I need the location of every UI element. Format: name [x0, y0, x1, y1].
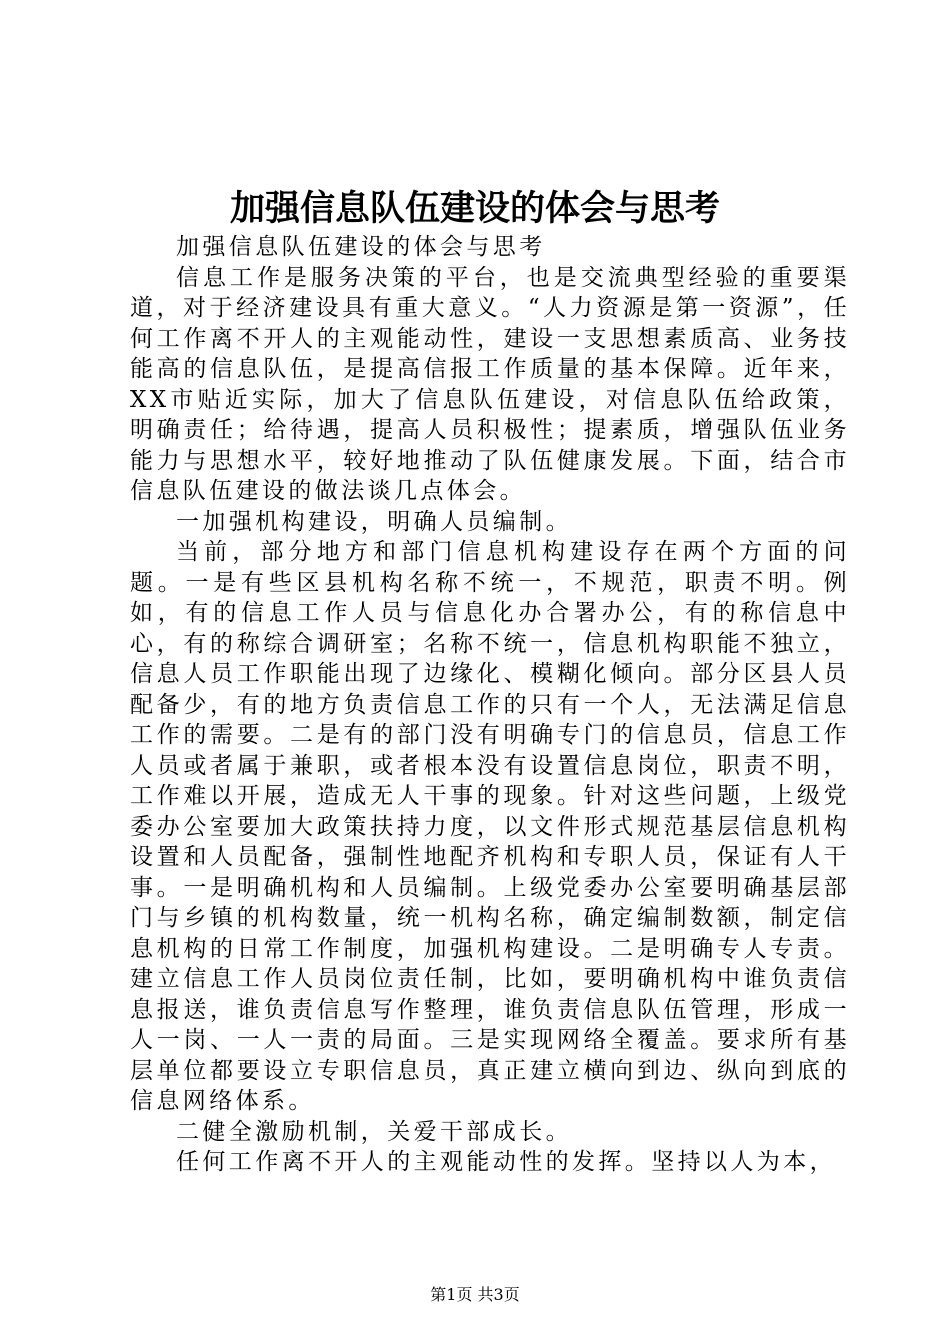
section-1-paragraph: 当前，部分地方和部门信息机构建设存在两个方面的问题。一是有些区县机构名称不统一，不规范，职责不明。例如，有的信息工作人员与信息化办合署办公，有的称信息中心，有的称综合调研室；名称不统一，信息机构职能不独立，信息人员工作职能出现了边缘化、模糊化倾向。部分区县人员配备少，有的地方负责信息工作的只有一个人，无法满足信息工作的需要。二是有的部门没有明确专门的信息员，信息工作人员或者属于兼职，或者根本没有设置信息岗位，职责不明，工作难以开展，造成无人干事的现象。针对这些问题，上级党委办公室要加大政策扶持力度，以文件形式规范基层信息机构设置和人员配备，强制性地配齐机构和专职人员，保证有人干事。一是明确机构和人员编制。上级党委办公室要明确基层部门与乡镇的机构数量，统一机构名称，确定编制数额，制定信息机构的日常工作制度，加强机构建设。二是明确专人专责。建立信息工作人员岗位责任制，比如，要明确机构中谁负责信息报送，谁负责信息写作整理，谁负责信息队伍管理，形成一人一岗、一人一责的局面。三是实现网络全覆盖。要求所有基层单位都要设立专职信息员，真正建立横向到边、纵向到底的信息网络体系。 [130, 539, 850, 1114]
section-heading-2: 二健全激励机制，关爱干部成长。 [176, 1118, 572, 1145]
section-heading-1: 一加强机构建设，明确人员编制。 [176, 508, 572, 535]
subtitle-paragraph: 加强信息队伍建设的体会与思考 [176, 234, 546, 260]
document-title: 加强信息队伍建设的体会与思考 [229, 188, 720, 229]
intro-paragraph: 信息工作是服务决策的平台，也是交流典型经验的重要渠道，对于经济建设具有重大意义。“人力资源是第一资源”，任何工作离不开人的主观能动性，建设一支思想素质高、业务技能高的信息队伍，是提高信报工作质量的基本保障。近年来，XX市贴近实际，加大了信息队伍建设，对信息队伍给政策，明确责任；给待遇，提高人员积极性；提素质，增强队伍业务能力与思想水平，较好地推动了队伍健康发展。下面，结合市信息队伍建设的做法谈几点体会。 [130, 264, 850, 504]
section-2-paragraph: 任何工作离不开人的主观能动性的发挥。坚持以人为本， [176, 1149, 836, 1175]
document-body [130, 232, 850, 1178]
page-footer: 第1页 共3页 [430, 1285, 520, 1304]
